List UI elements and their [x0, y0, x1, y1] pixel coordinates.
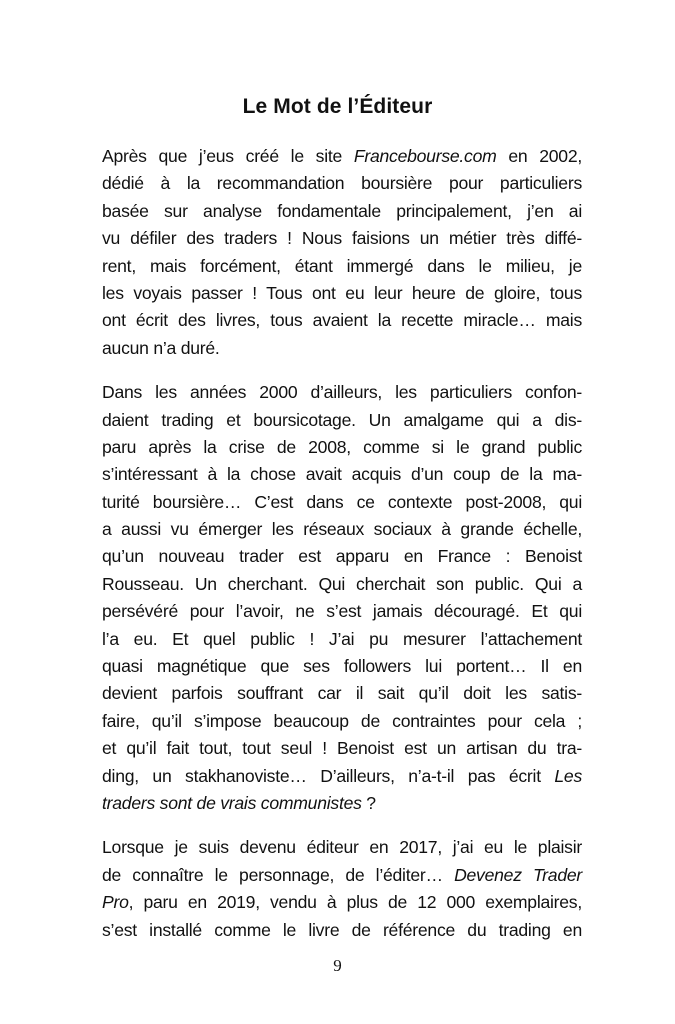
text-line: a aussi vu émerger les réseaux sociaux à grande échelle, [102, 519, 582, 540]
paragraph [102, 143, 582, 362]
page-number: 9 [333, 956, 342, 975]
text-line: basée sur analyse fondamentale principalement, j’en ai [102, 200, 582, 221]
text-line: Dans les années 2000 d’ailleurs, les particuliers confon- [102, 382, 582, 403]
text-line: s’intéressant à la chose avait acquis d’un coup de la ma- [102, 464, 582, 485]
text-line: persévéré pour l’avoir, ne s’est jamais découragé. Et qui [102, 601, 582, 622]
text-line: traders sont de vrais communistes ? [102, 792, 376, 813]
text-line: Après que j’eus créé le site Francebourse.com en 2002, [102, 146, 582, 166]
text-line: s’est installé comme le livre de référence du trading en [102, 919, 582, 940]
italic-title: Les [554, 765, 582, 786]
text-line: daient trading et boursicotage. Un amalgame qui a dis- [102, 409, 582, 430]
paragraph-gap [102, 817, 582, 834]
text-line: faire, qu’il s’impose beaucoup de contraintes pour cela ; [102, 710, 582, 731]
text-line: qu’un nouveau trader est apparu en France : Benoist [102, 546, 582, 567]
italic-title: Francebourse.com [353, 146, 497, 166]
text-line: quasi magnétique que ses followers lui portent… Il en [102, 656, 582, 677]
text-line: turité boursière… C’est dans ce contexte post-2008, qui [102, 491, 582, 512]
page-title: Le Mot de l’Éditeur [242, 95, 433, 118]
text-line: ont écrit des livres, tous avaient la recette miracle… mais [102, 310, 582, 331]
text-line: Lorsque je suis devenu éditeur en 2017, j’ai eu le plaisir [102, 837, 582, 858]
text-line: l’a eu. Et quel public ! J’ai pu mesurer l’attachement [102, 628, 582, 649]
paragraph [102, 379, 582, 817]
text-line: vu défiler des traders ! Nous faisions un métier très diffé- [102, 228, 582, 249]
text-line: paru après la crise de 2008, comme si le grand public [102, 436, 582, 457]
text-line: Pro, paru en 2019, vendu à plus de 12 000 exemplaires, [102, 892, 582, 913]
text-line: aucun n’a duré. [102, 337, 220, 358]
text-line: de connaître le personnage, de l’éditer… Devenez Trader [102, 864, 582, 885]
paragraph-gap [102, 362, 582, 379]
text-line: les voyais passer ! Tous ont eu leur heure de gloire, tous [102, 282, 582, 303]
body-text [102, 143, 582, 944]
text-line: dédié à la recommandation boursière pour particuliers [102, 173, 582, 194]
text-line: ding, un stakhanoviste… D’ailleurs, n’a-t-il pas écrit Les [102, 765, 582, 786]
italic-title: traders sont de vrais communistes [102, 792, 362, 813]
italic-title: Pro [102, 892, 129, 913]
text-line: Rousseau. Un cherchant. Qui cherchait son public. Qui a [102, 573, 582, 594]
text-line: rent, mais forcément, étant immergé dans le milieu, je [102, 255, 582, 276]
paragraph [102, 834, 582, 944]
text-line: devient parfois souffrant car il sait qu’il doit les satis- [102, 683, 582, 704]
text-line: et qu’il fait tout, tout seul ! Benoist est un artisan du tra- [102, 738, 582, 759]
italic-title: Devenez Trader [454, 864, 582, 885]
